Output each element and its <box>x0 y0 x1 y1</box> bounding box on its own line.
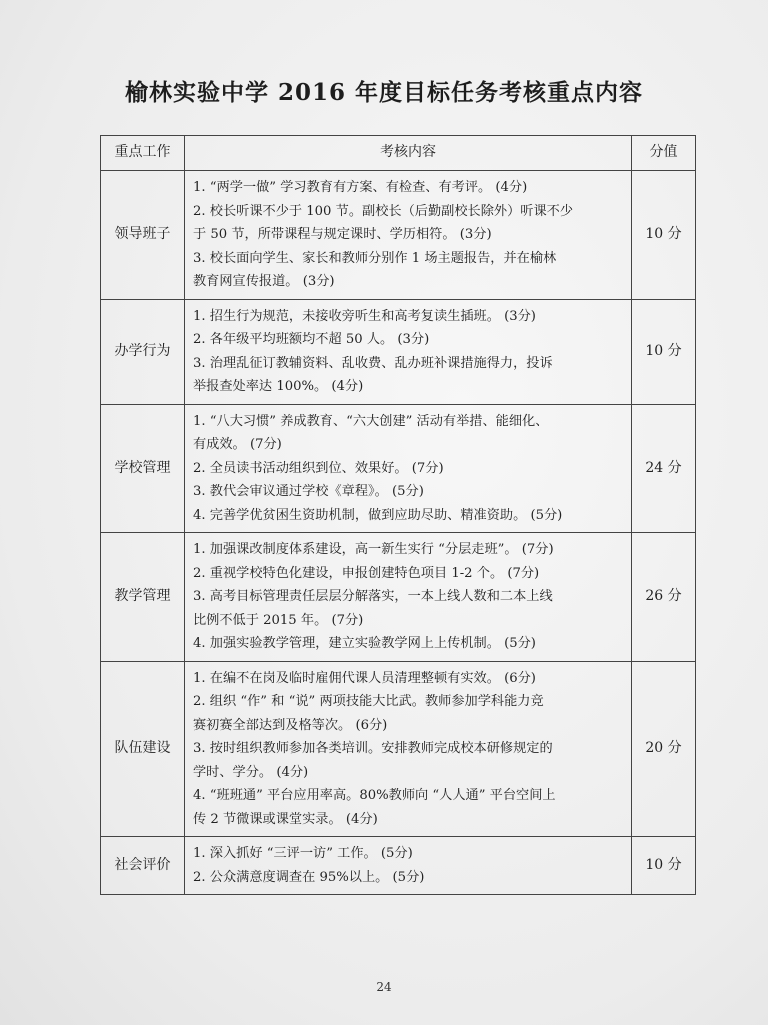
content-line: 3. 高考目标管理责任层层分解落实，一本上线人数和二本上线 <box>193 589 553 604</box>
content-line: 学时、学分。 (4分) <box>193 764 309 780</box>
content-line: 4. “班班通” 平台应用率高。80%教师向 “人人通” 平台空间上 <box>193 788 556 803</box>
table-header-row <box>101 136 696 171</box>
content-line: 4. 加强实验教学管理，建立实验教学网上上传机制。 (5分) <box>193 636 536 651</box>
content-line: 举报查处率达 100%。 (4分) <box>193 379 364 394</box>
content-line: 3. 教代会审议通过学校《章程》。 (5分) <box>193 484 424 499</box>
assessment-content <box>185 661 632 837</box>
content-line: 2. 各年级平均班额均不超 50 人。 (3分) <box>193 332 430 347</box>
score-value: 10 分 <box>632 837 696 895</box>
header-content: 考核内容 <box>185 136 632 171</box>
content-line: 2. 重视学校特色化建设，申报创建特色项目 1-2 个。 (7分) <box>193 565 540 581</box>
content-line: 1. 深入抓好 “三评一访” 工作。 (5分) <box>193 846 413 861</box>
work-category: 队伍建设 <box>101 661 185 837</box>
content-line: 1. “两学一做” 学习教育有方案、有检查、有考评。 (4分) <box>193 180 528 195</box>
page-number: 24 <box>376 980 392 994</box>
content-line: 2. 公众满意度调查在 95%以上。 (5分) <box>193 869 425 885</box>
content-line: 3. 校长面向学生、家长和教师分别作 1 场主题报告，并在榆林 <box>193 250 557 266</box>
content-line: 2. 组织 “作” 和 “说” 两项技能大比武。教师参加学科能力竞 <box>193 694 544 709</box>
content-line: 1. 加强课改制度体系建设，高一新生实行 “分层走班”。 (7分) <box>193 542 554 557</box>
assessment-content <box>185 837 632 895</box>
assessment-table <box>100 135 696 895</box>
assessment-content <box>185 404 632 533</box>
score-value: 10 分 <box>632 299 696 404</box>
work-category: 社会评价 <box>101 837 185 895</box>
table-row <box>101 404 696 533</box>
content-line: 3. 治理乱征订教辅资料、乱收费、乱办班补课措施得力，投诉 <box>193 355 553 371</box>
table-row <box>101 661 696 837</box>
content-line: 赛初赛全部达到及格等次。 (6分) <box>193 717 388 733</box>
content-line: 2. 校长听课不少于 100 节。副校长（后勤副校长除外）听课不少 <box>193 203 574 219</box>
content-line: 1. 招生行为规范，未接收旁听生和高考复读生插班。 (3分) <box>193 308 536 324</box>
content-line: 于 50 节，所带课程与规定课时、学历相符。 (3分) <box>193 227 492 242</box>
assessment-content <box>185 171 632 300</box>
content-line: 4. 完善学优贫困生资助机制，做到应助尽助、精准资助。 (5分) <box>193 507 563 523</box>
document-title: 榆林实验中学 2016 年度目标任务考核重点内容 <box>124 79 644 106</box>
content-line: 1. “八大习惯” 养成教育、“六大创建” 活动有举措、能细化、 <box>193 413 549 429</box>
work-category: 办学行为 <box>101 299 185 404</box>
work-category: 领导班子 <box>101 171 185 300</box>
content-line: 3. 按时组织教师参加各类培训。安排教师完成校本研修规定的 <box>193 741 553 756</box>
score-value: 10 分 <box>632 171 696 300</box>
score-value: 20 分 <box>632 661 696 837</box>
content-line: 2. 全员读书活动组织到位、效果好。 (7分) <box>193 460 444 476</box>
score-value: 26 分 <box>632 533 696 662</box>
assessment-content <box>185 299 632 404</box>
content-line: 1. 在编不在岗及临时雇佣代课人员清理整顿有实效。 (6分) <box>193 670 536 686</box>
score-value: 24 分 <box>632 404 696 533</box>
content-line: 比例不低于 2015 年。 (7分) <box>193 612 364 628</box>
table-body <box>101 171 696 895</box>
content-line: 有成效。 (7分) <box>193 437 282 452</box>
work-category: 学校管理 <box>101 404 185 533</box>
assessment-content <box>185 533 632 662</box>
table-row <box>101 171 696 300</box>
table-row <box>101 533 696 662</box>
content-line: 传 2 节微课或课堂实录。 (4分) <box>193 811 378 827</box>
table-row <box>101 837 696 895</box>
header-score: 分值 <box>632 136 696 171</box>
content-line: 教育网宣传报道。 (3分) <box>193 274 335 289</box>
work-category: 教学管理 <box>101 533 185 662</box>
table-row <box>101 299 696 404</box>
header-work: 重点工作 <box>101 136 185 171</box>
